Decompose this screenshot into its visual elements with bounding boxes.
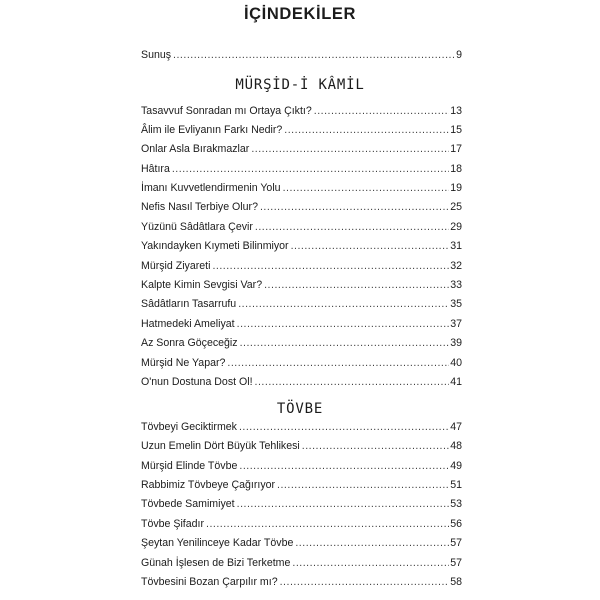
toc-entry-page-number: 41 (450, 376, 462, 388)
dot-leader (292, 555, 449, 571)
toc-entry-page-number: 18 (450, 163, 462, 175)
toc-entry-page-number: 49 (450, 460, 462, 472)
toc-entry-title: Hatmedeki Ameliyat (141, 318, 235, 330)
dot-leader (284, 122, 449, 138)
dot-leader (239, 419, 449, 435)
toc-entry-title: Mürşid Elinde Tövbe (141, 460, 238, 472)
dot-leader (255, 219, 449, 235)
toc-entry-title: Uzun Emelin Dört Büyük Tehlikesi (141, 440, 300, 452)
toc-entry[interactable] (141, 103, 462, 119)
toc-entry[interactable] (141, 122, 462, 138)
toc-entry[interactable] (141, 438, 462, 454)
toc-entry-title: Kalpte Kimin Sevgisi Var? (141, 279, 263, 291)
toc-entry-page-number: 39 (450, 337, 462, 349)
toc-entry[interactable] (141, 141, 462, 157)
toc-entry-page-number: 53 (450, 498, 462, 510)
toc-entry[interactable] (141, 516, 462, 532)
toc-entry-page-number: 51 (450, 479, 462, 491)
toc-entry-page-number: 56 (450, 518, 462, 530)
toc-entry-page-number: 35 (450, 298, 462, 310)
toc-entry[interactable] (141, 296, 462, 312)
toc-entry[interactable] (141, 316, 462, 332)
section-heading: MÜRŞİD-İ KÂMİL (235, 77, 365, 93)
dot-leader (260, 199, 449, 215)
toc-entry-title: Sunuş (141, 49, 172, 61)
toc-entry-page-number: 57 (450, 557, 462, 569)
toc-entry-page-number: 13 (450, 105, 462, 117)
toc-entry-page-number: 19 (450, 182, 462, 194)
toc-entry-title: Günah İşlesen de Bizi Terketme (141, 557, 291, 569)
toc-entry-title: O'nun Dostuna Dost Ol! (141, 376, 253, 388)
dot-leader (295, 535, 449, 551)
toc-entry-title: Mürşid Ne Yapar? (141, 357, 226, 369)
toc-entry[interactable] (141, 161, 462, 177)
toc-entry-title: Hâtıra (141, 163, 170, 175)
dot-leader (237, 316, 450, 332)
toc-entry-page-number: 58 (450, 576, 462, 588)
toc-entry[interactable] (141, 574, 462, 590)
dot-leader (206, 516, 449, 532)
toc-entry-page-number: 31 (450, 240, 462, 252)
toc-entry-title: Yüzünü Sâdâtlara Çevir (141, 221, 253, 233)
dot-leader (173, 47, 455, 63)
dot-leader (291, 238, 450, 254)
toc-entry-title: Tövbesini Bozan Çarpılır mı? (141, 576, 278, 588)
toc-entry-page-number: 32 (450, 260, 462, 272)
toc-entry[interactable] (141, 374, 462, 390)
toc-entry-page-number: 40 (450, 357, 462, 369)
toc-entry-page-number: 48 (450, 440, 462, 452)
toc-entry-page-number: 29 (450, 221, 462, 233)
toc-entry-page-number: 57 (450, 537, 462, 549)
toc-entry[interactable] (141, 47, 462, 63)
dot-leader (314, 103, 449, 119)
dot-leader (172, 161, 449, 177)
toc-entry[interactable] (141, 477, 462, 493)
dot-leader (280, 574, 450, 590)
toc-entry-title: Sâdâtların Tasarrufu (141, 298, 237, 310)
dot-leader (212, 258, 449, 274)
dot-leader (238, 296, 449, 312)
dot-leader (240, 335, 450, 351)
toc-entry-page-number: 33 (450, 279, 462, 291)
toc-entry[interactable] (141, 555, 462, 571)
toc-entry-page-number: 15 (450, 124, 462, 136)
toc-entry[interactable] (141, 355, 462, 371)
dot-leader (227, 355, 449, 371)
toc-entry-title: Onlar Asla Bırakmazlar (141, 143, 250, 155)
toc-entry-title: Mürşid Ziyareti (141, 260, 211, 272)
toc-entry-title: Tövbede Samimiyet (141, 498, 235, 510)
toc-entry[interactable] (141, 199, 462, 215)
dot-leader (251, 141, 449, 157)
toc-entry-title: Âlim ile Evliyanın Farkı Nedir? (141, 124, 283, 136)
toc-entry-title: Yakındayken Kıymeti Bilinmiyor (141, 240, 289, 252)
toc-entry-title: Rabbimiz Tövbeye Çağırıyor (141, 479, 276, 491)
toc-entry[interactable] (141, 258, 462, 274)
toc-entry-title: Az Sonra Göçeceğiz (141, 337, 238, 349)
dot-leader (237, 496, 450, 512)
toc-entry[interactable] (141, 535, 462, 551)
toc-entry[interactable] (141, 419, 462, 435)
toc-entry-page-number: 9 (456, 49, 462, 61)
toc-entry-page-number: 17 (450, 143, 462, 155)
toc-entry-page-number: 37 (450, 318, 462, 330)
toc-entry[interactable] (141, 335, 462, 351)
toc-entry[interactable] (141, 277, 462, 293)
toc-entry-title: Tasavvuf Sonradan mı Ortaya Çıktı? (141, 105, 312, 117)
toc-entry-page-number: 25 (450, 201, 462, 213)
dot-leader (277, 477, 449, 493)
toc-entry-title: Şeytan Yenilinceye Kadar Tövbe (141, 537, 294, 549)
toc-entry[interactable] (141, 180, 462, 196)
toc-entry-page-number: 47 (450, 421, 462, 433)
toc-entry[interactable] (141, 238, 462, 254)
dot-leader (283, 180, 450, 196)
dot-leader (255, 374, 450, 390)
toc-entry[interactable] (141, 458, 462, 474)
toc-entry-title: İmanı Kuvvetlendirmenin Yolu (141, 182, 281, 194)
toc-entry[interactable] (141, 496, 462, 512)
toc-entry-title: Tövbe Şifadır (141, 518, 205, 530)
dot-leader (264, 277, 449, 293)
toc-entry[interactable] (141, 219, 462, 235)
dot-leader (302, 438, 449, 454)
page-title: İÇİNDEKİLER (243, 5, 357, 23)
section-heading: TÖVBE (276, 401, 324, 417)
toc-entry-title: Tövbeyi Geciktirmek (141, 421, 237, 433)
dot-leader (239, 458, 449, 474)
toc-entry-title: Nefis Nasıl Terbiye Olur? (141, 201, 258, 213)
